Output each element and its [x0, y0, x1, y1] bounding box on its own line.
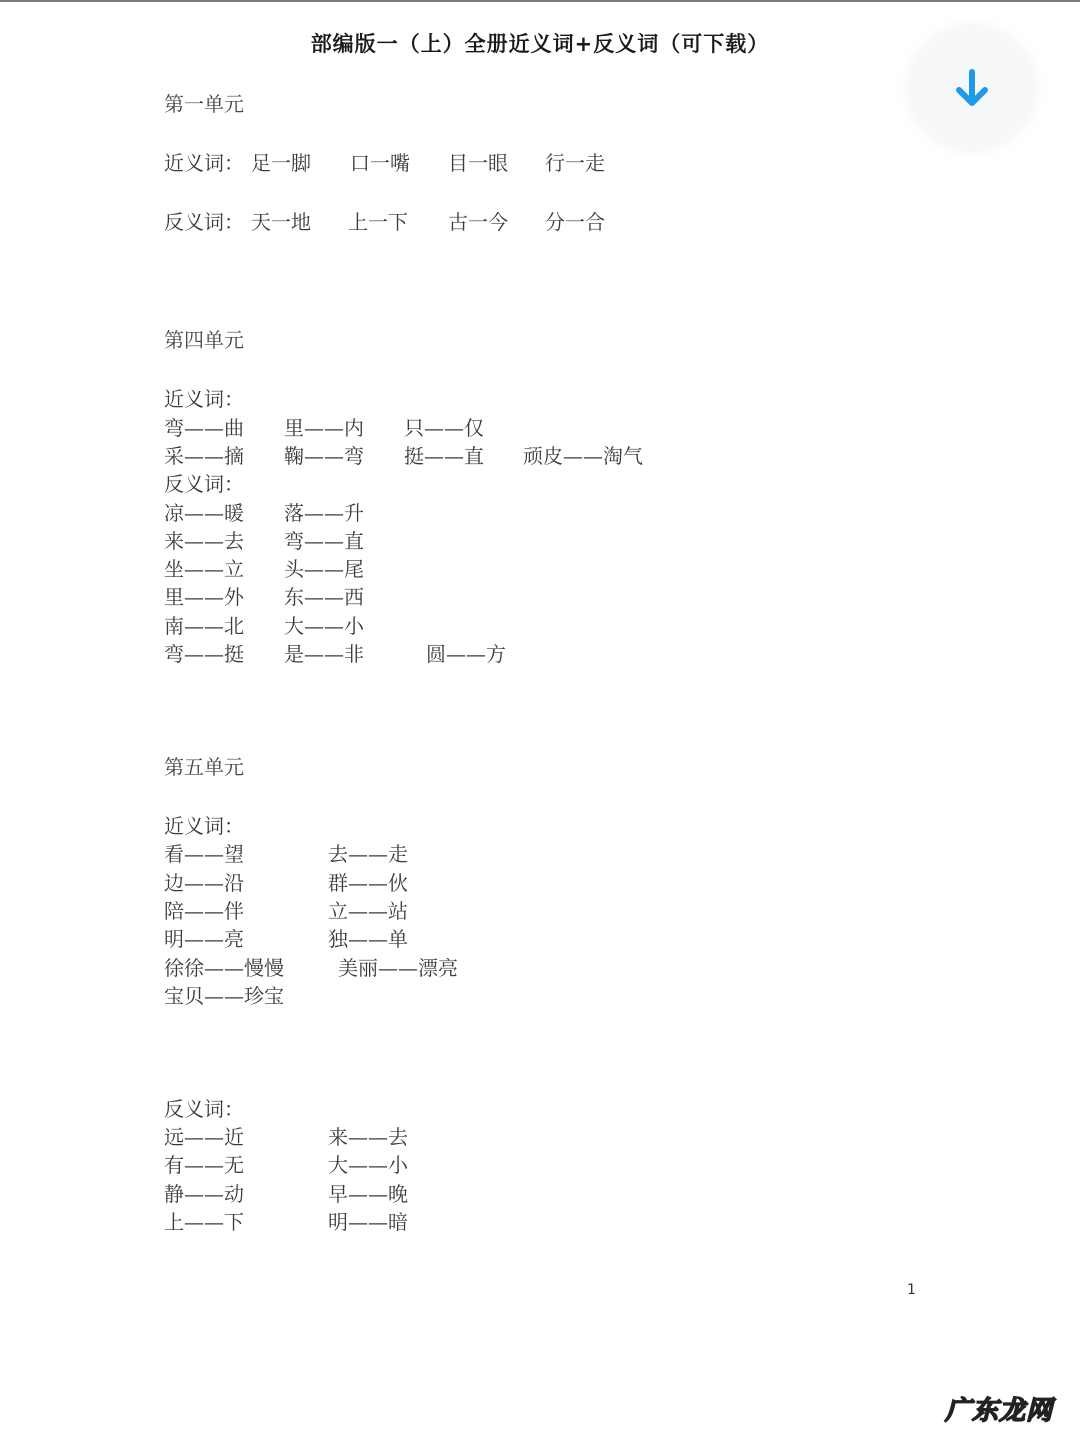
unit1-antonym-pair: 上一下 — [348, 210, 408, 234]
unit5-synonym-pair: 群——伙 — [328, 871, 408, 895]
unit4-synonyms-label: 近义词： — [164, 387, 244, 411]
unit4-antonym-pair: 落——升 — [284, 501, 364, 525]
unit4-antonym-pair: 弯——直 — [284, 529, 364, 553]
unit5-synonyms-label: 近义词： — [164, 814, 244, 838]
unit5-antonym-pair: 有——无 — [164, 1153, 244, 1177]
unit4-synonym-pair: 顽皮——淘气 — [523, 444, 643, 468]
arrow-down-icon — [952, 66, 992, 110]
unit5-antonym-pair: 静——动 — [164, 1182, 244, 1206]
unit1-synonym-pair: 口一嘴 — [350, 151, 410, 175]
unit5-synonym-pair: 宝贝——珍宝 — [164, 984, 284, 1008]
unit4-antonym-pair: 来——去 — [164, 529, 244, 553]
unit1-antonyms-label: 反义词： — [164, 210, 244, 234]
unit4-synonym-pair: 挺——直 — [404, 444, 484, 468]
unit1-antonym-pair: 天一地 — [251, 210, 311, 234]
top-border — [0, 0, 1080, 2]
unit4-synonym-pair: 鞠——弯 — [284, 444, 364, 468]
unit4-synonym-pair: 里——内 — [284, 416, 364, 440]
page-number: 1 — [907, 1282, 916, 1298]
unit5-synonym-pair: 去——走 — [328, 842, 408, 866]
unit1-synonyms-label: 近义词： — [164, 151, 244, 175]
unit4-antonym-pair: 头——尾 — [284, 557, 364, 581]
unit4-antonym-pair: 大——小 — [284, 614, 364, 638]
unit5-heading: 第五单元 — [164, 755, 244, 779]
unit4-synonym-pair: 弯——曲 — [164, 416, 244, 440]
unit4-antonym-pair: 弯——挺 — [164, 642, 244, 666]
download-button[interactable] — [908, 24, 1036, 152]
unit1-synonym-pair: 足一脚 — [251, 151, 311, 175]
unit4-antonym-pair: 南——北 — [164, 614, 244, 638]
unit4-antonym-pair: 是——非 — [284, 642, 364, 666]
unit4-synonym-pair: 采——摘 — [164, 444, 244, 468]
unit5-synonym-pair: 美丽——漂亮 — [338, 956, 458, 980]
unit5-antonyms-label: 反义词： — [164, 1097, 244, 1121]
unit5-synonym-pair: 陪——伴 — [164, 899, 244, 923]
unit5-antonym-pair: 早——晚 — [328, 1182, 408, 1206]
unit5-synonym-pair: 看——望 — [164, 842, 244, 866]
unit1-antonym-pair: 分一合 — [545, 210, 605, 234]
unit5-antonym-pair: 明——暗 — [328, 1210, 408, 1234]
unit5-antonym-pair: 上——下 — [164, 1210, 244, 1234]
unit1-synonym-pair: 行一走 — [545, 151, 605, 175]
unit4-antonym-pair: 圆——方 — [426, 642, 506, 666]
unit4-antonym-pair: 坐——立 — [164, 557, 244, 581]
unit5-antonym-pair: 来——去 — [328, 1125, 408, 1149]
unit1-heading: 第一单元 — [164, 92, 244, 116]
unit4-antonym-pair: 东——西 — [284, 585, 364, 609]
unit4-antonym-pair: 凉——暖 — [164, 501, 244, 525]
unit1-antonym-pair: 古一今 — [448, 210, 508, 234]
unit4-antonyms-label: 反义词： — [164, 472, 244, 496]
unit5-synonym-pair: 立——站 — [328, 899, 408, 923]
unit5-antonym-pair: 大——小 — [328, 1153, 408, 1177]
unit4-synonym-pair: 只——仅 — [404, 416, 484, 440]
unit5-synonym-pair: 徐徐——慢慢 — [164, 956, 284, 980]
unit4-heading: 第四单元 — [164, 328, 244, 352]
unit5-synonym-pair: 明——亮 — [164, 927, 244, 951]
unit5-synonym-pair: 独——单 — [328, 927, 408, 951]
unit4-antonym-pair: 里——外 — [164, 585, 244, 609]
unit1-synonym-pair: 目一眼 — [448, 151, 508, 175]
unit5-antonym-pair: 远——近 — [164, 1125, 244, 1149]
site-watermark: 广东龙网 — [945, 1396, 1054, 1426]
document-title: 部编版一（上）全册近义词+反义词（可下载） — [310, 32, 770, 56]
unit5-synonym-pair: 边——沿 — [164, 871, 244, 895]
